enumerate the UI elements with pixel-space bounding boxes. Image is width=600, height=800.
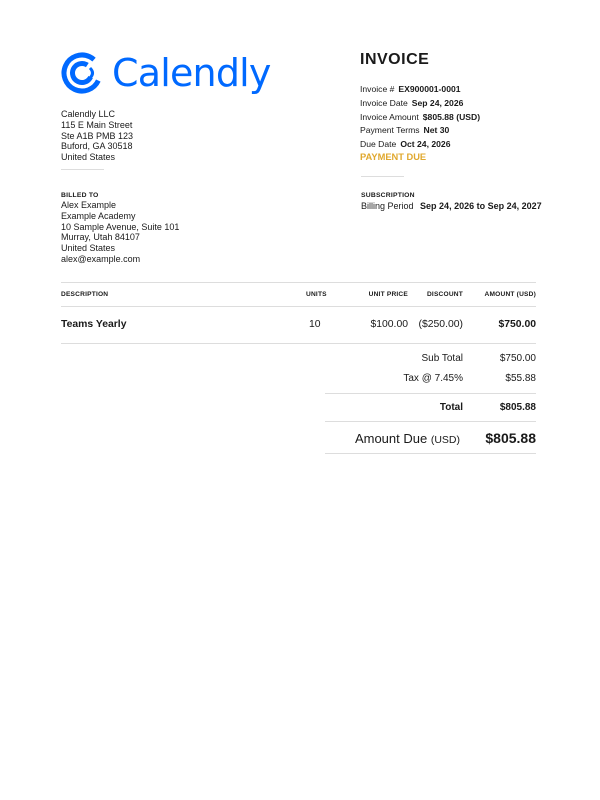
billed-to-street: 10 Sample Avenue, Suite 101	[61, 221, 180, 232]
payment-terms-row	[360, 124, 480, 138]
invoice-number-row	[360, 83, 480, 97]
invoice-amount-value: $805.88 (USD)	[422, 111, 481, 122]
subtotal-value: $750.00	[499, 353, 536, 364]
table-top-rule	[61, 282, 536, 283]
calendly-logo-icon	[60, 51, 104, 95]
row-units: 10	[309, 319, 321, 330]
company-country: United States	[61, 152, 116, 163]
billed-to-city: Murray, Utah 84107	[61, 232, 140, 243]
invoice-date-row	[360, 97, 480, 111]
amount-due-label: Amount Due	[354, 431, 428, 446]
total-value: $805.88	[499, 402, 536, 413]
due-date-row	[360, 138, 480, 152]
totals-rule	[325, 393, 536, 394]
payment-terms-value: Net 30	[423, 125, 450, 136]
column-header-discount: DISCOUNT	[426, 291, 463, 298]
invoice-date-label: Invoice Date	[360, 97, 408, 108]
billed-to-org: Example Academy	[61, 210, 136, 221]
billed-to-name: Alex Example	[61, 200, 117, 210]
invoice-amount-label: Invoice Amount	[360, 111, 419, 122]
row-discount: ($250.00)	[418, 319, 463, 330]
due-date-value: Oct 24, 2026	[400, 139, 451, 150]
billing-period-row	[361, 201, 542, 212]
table-header-rule	[61, 306, 536, 307]
billed-to-heading: BILLED TO	[61, 192, 99, 199]
due-date-label: Due Date	[360, 139, 397, 150]
table-row-rule	[61, 343, 536, 344]
subtotal-label: Sub Total	[421, 353, 463, 364]
logo-wordmark: Calendly	[112, 51, 271, 95]
company-divider	[61, 169, 104, 170]
calendly-logo	[60, 49, 271, 97]
invoice-meta	[360, 83, 480, 152]
company-suite: Ste A1B PMB 123	[61, 130, 134, 141]
invoice-date-value: Sep 24, 2026	[411, 97, 464, 108]
row-amount: $750.00	[498, 319, 536, 330]
company-city: Buford, GA 30518	[61, 141, 133, 152]
column-header-amount: AMOUNT (USD)	[484, 291, 536, 298]
amount-due-rule	[325, 453, 536, 454]
billing-period-label: Billing Period	[361, 201, 414, 211]
company-street: 115 E Main Street	[61, 119, 133, 130]
tax-label: Tax @ 7.45%	[403, 373, 463, 384]
billed-to-email[interactable]: alex@example.com	[61, 253, 141, 264]
invoice-number-value: EX900001-0001	[398, 84, 461, 94]
invoice-amount-row	[360, 111, 480, 125]
billed-to-address	[61, 200, 179, 265]
column-header-description: DESCRIPTION	[61, 291, 109, 298]
column-header-units: UNITS	[306, 291, 327, 298]
invoice-number-label: Invoice #	[360, 84, 395, 94]
payment-terms-label: Payment Terms	[360, 125, 420, 136]
row-description: Teams Yearly	[61, 319, 127, 330]
billed-to-country: United States	[61, 243, 116, 254]
amount-due-currency: (USD)	[430, 434, 460, 446]
billing-period-value: Sep 24, 2026 to Sep 24, 2027	[420, 201, 542, 211]
company-name: Calendly LLC	[61, 109, 116, 119]
invoice-title: INVOICE	[360, 51, 430, 68]
company-address	[61, 109, 133, 163]
amount-due-value: $805.88	[485, 430, 536, 446]
subscription-heading: SUBSCRIPTION	[361, 192, 415, 199]
total-label: Total	[439, 402, 463, 413]
column-header-unit-price: UNIT PRICE	[368, 291, 408, 298]
total-rule	[325, 421, 536, 422]
amount-due-label-group	[330, 431, 460, 446]
row-unit-price: $100.00	[370, 319, 408, 330]
invoice-divider	[361, 176, 404, 177]
tax-value: $55.88	[505, 373, 536, 384]
payment-status-badge: PAYMENT DUE	[360, 152, 427, 162]
